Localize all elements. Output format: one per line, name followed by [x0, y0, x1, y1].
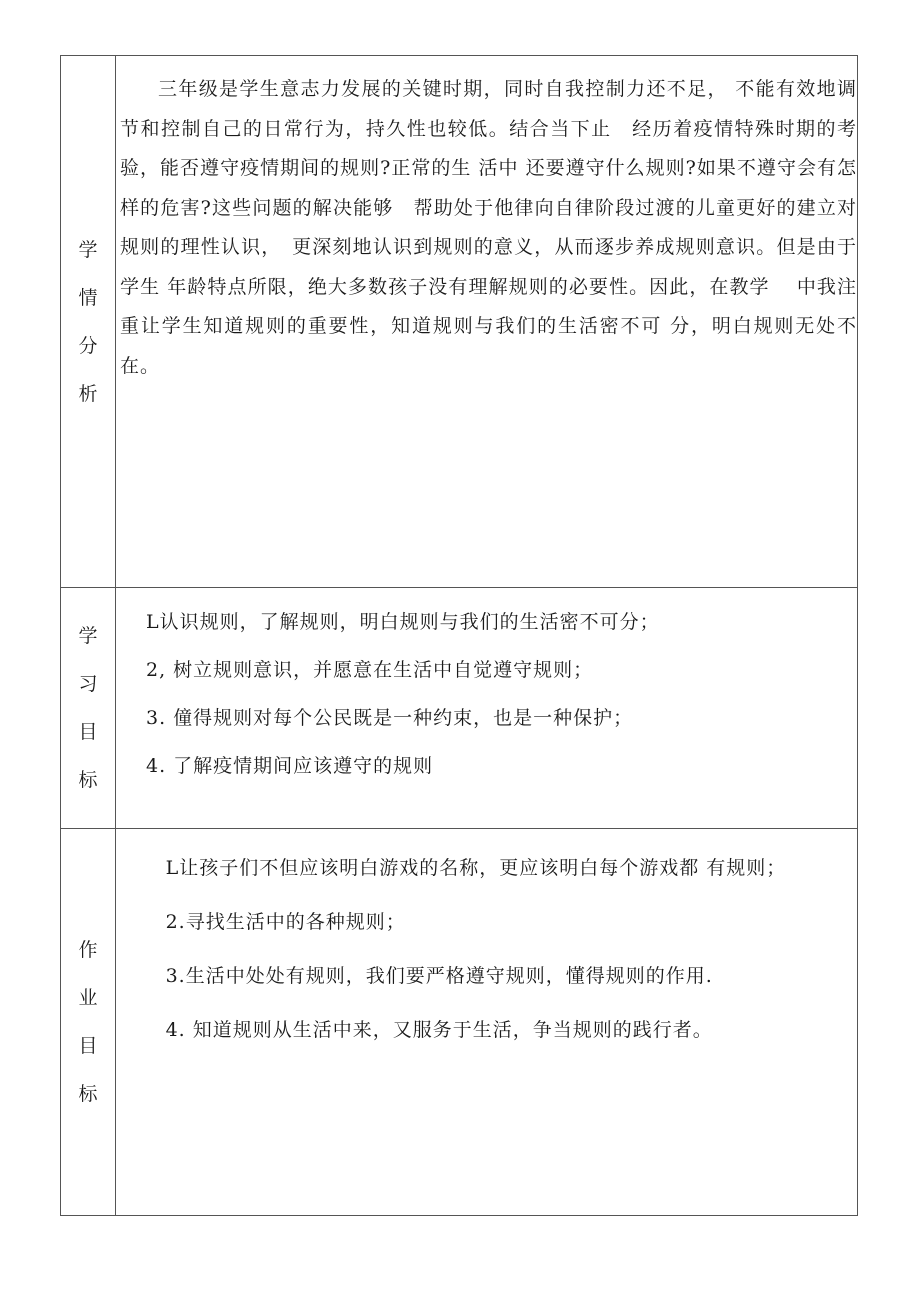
homework-label-char: 目	[78, 1035, 98, 1057]
learning-goals-label	[61, 588, 116, 829]
analysis-row	[61, 56, 858, 588]
analysis-label-char: 情	[78, 286, 98, 309]
analysis-label-char: 学	[78, 238, 98, 261]
learning-goal-item: L认识规则，了解规则，明白规则与我们的生活密不可分；	[146, 611, 660, 633]
learning-goal-item: 3. 僮得规则对每个公民既是一种约束，也是一种保护；	[146, 707, 634, 729]
homework-label-char: 作	[78, 939, 98, 961]
homework-label-char: 标	[78, 1083, 98, 1105]
analysis-label	[61, 56, 116, 588]
learning-label-char: 目	[78, 721, 98, 743]
learning-goal-item: 4. 了解疫情期间应该遵守的规则	[146, 755, 434, 777]
lesson-plan-table	[60, 55, 858, 1216]
learning-goals-list	[116, 588, 857, 790]
homework-goal-item: 3.生活中处处有规则，我们要严格遵守规则，懂得规则的作用.	[165, 965, 713, 987]
learning-label-char: 标	[78, 769, 98, 791]
homework-goals-content	[116, 829, 858, 1216]
learning-goals-row	[61, 588, 858, 829]
learning-label-char: 学	[78, 625, 98, 647]
analysis-label-char: 析	[78, 382, 98, 405]
learning-goal-item: 2, 树立规则意识，并愿意在生活中自觉遵守规则；	[146, 659, 594, 681]
homework-goal-item: L让孩子们不但应该明白游戏的名称，更应该明白每个游戏都 有规则；	[165, 857, 787, 879]
learning-goals-content	[116, 588, 858, 829]
learning-label-char: 习	[78, 673, 98, 695]
homework-label-char: 业	[78, 987, 98, 1009]
homework-goal-item: 4. 知道规则从生活中来，又服务于生活，争当规则的践行者。	[165, 1019, 713, 1041]
homework-goals-row	[61, 829, 858, 1216]
analysis-content	[116, 56, 858, 588]
analysis-paragraph: 三年级是学生意志力发展的关键时期，同时自我控制力还不足， 不能有效地调节和控制自己的日常行为，持久性也较低。结合当下止 经历着疫情特殊时期的考验，能否遵守疫情期间的规则?正常的生 活中 还要遵守什么规则?如果不遵守会有怎样的危害?这些问题的解决能够 帮助处于他律向自律阶段过渡的儿童更好的建立对规则的理性认识， 更深刻地认识到规则的意义，从而逐步养成规则意识。但是由于学生 年龄特点所限，绝大多数孩子没有理解规则的必要性。因此，在教学 中我注重让学生知道规则的重要性，知道规则与我们的生活密不可 分，明白规则无处不在。	[120, 78, 857, 377]
homework-goals-list	[116, 829, 857, 1055]
homework-goals-label	[61, 829, 116, 1216]
homework-goal-item: 2.寻找生活中的各种规则；	[165, 911, 406, 933]
analysis-label-char: 分	[78, 334, 98, 357]
